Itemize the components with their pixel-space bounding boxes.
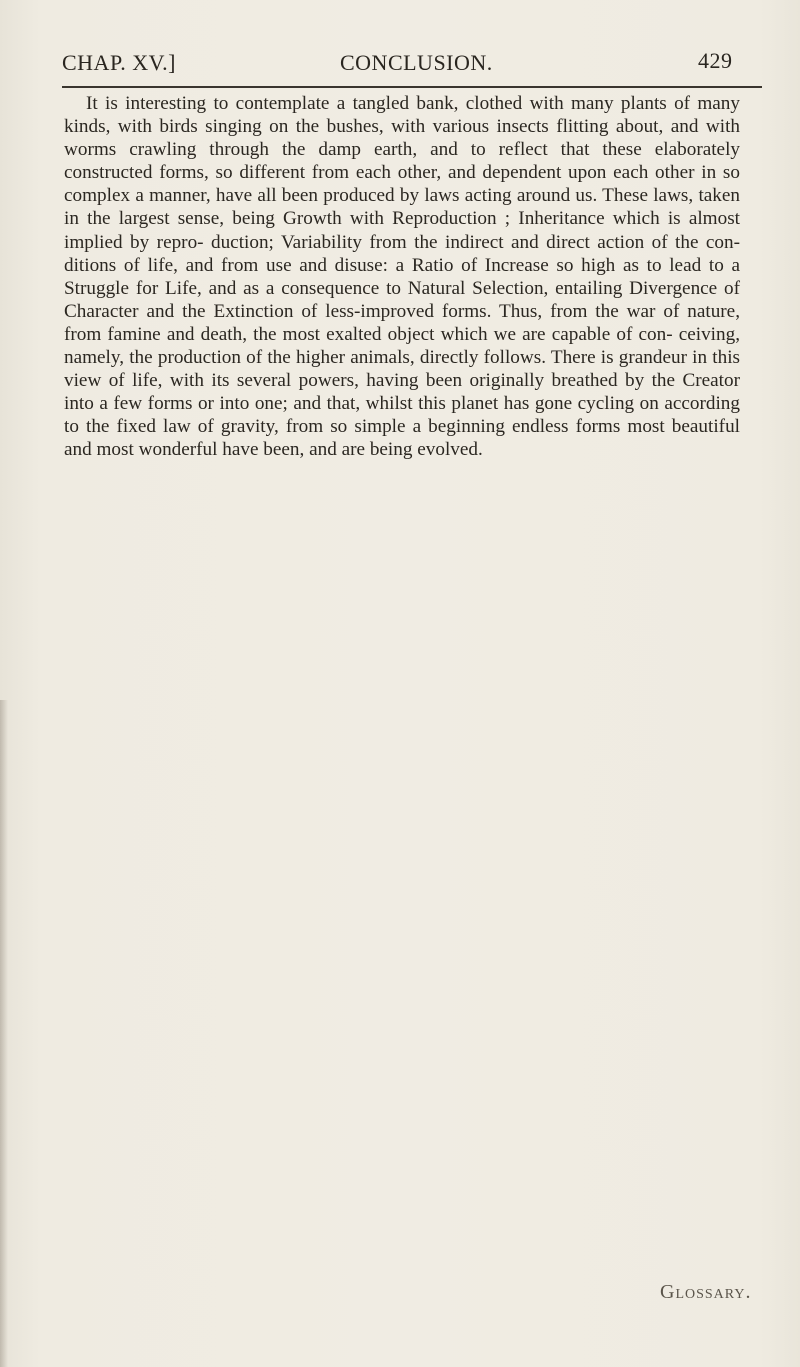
running-header <box>62 50 760 80</box>
catchword: Glossary. <box>660 1281 752 1303</box>
section-title: CONCLUSION. <box>340 50 493 75</box>
page-number: 429 <box>698 48 733 73</box>
body-paragraph: It is interesting to contemplate a tangled bank, clothed with many plants of many kinds, with birds singing on the bushes, with various insects flitting about, and with worms crawling through the damp earth, and to reflect that these elaborately constructed forms, so different from each other, and dependent upon each other in so complex a manner, have all been produced by laws acting around us. These laws, taken in the largest sense, being Growth with Reproduction ; Inheritance which is almost implied by repro- duction; Variability from the indirect and direct action of the con- ditions of life, and from use and disuse: a Ratio of Increase so high as to lead to a Struggle for Life, and as a consequence to Natural Selection, entailing Divergence of Character and the Extinction of less-improved forms. Thus, from the war of nature, from famine and death, the most exalted object which we are capable of con- ceiving, namely, the production of the higher animals, directly follows. There is grandeur in this view of life, with its several powers, having been originally breathed by the Creator into a few forms or into one; and that, whilst this planet has gone cycling on according to the fixed law of gravity, from so simple a beginning endless forms most beautiful and most wonderful have been, and are being evolved. <box>64 93 740 461</box>
page-edge-shadow <box>0 700 8 1367</box>
header-rule <box>62 86 762 88</box>
chapter-label: CHAP. XV.] <box>62 50 177 75</box>
